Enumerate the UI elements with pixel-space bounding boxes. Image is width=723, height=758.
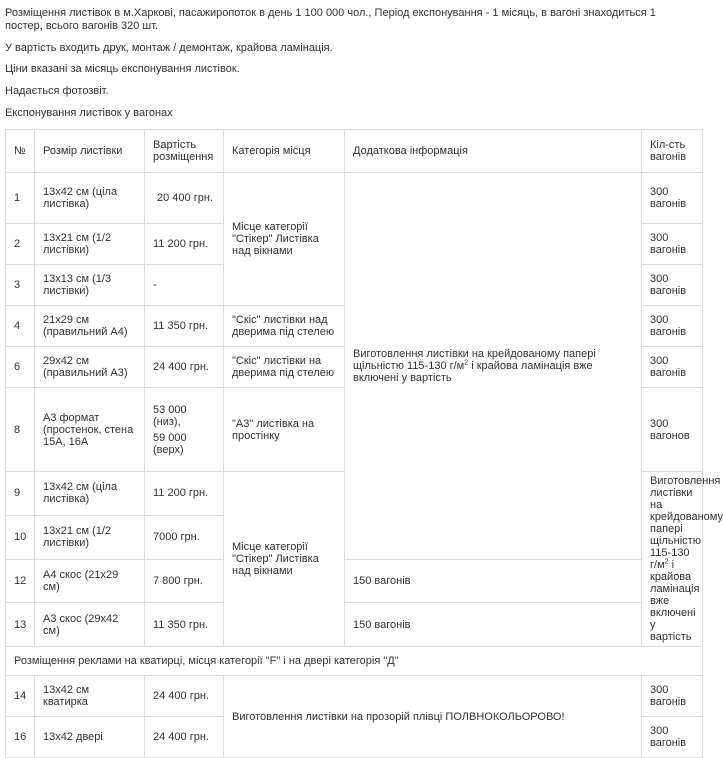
- row-num: 4: [6, 306, 35, 347]
- row-num: 9: [6, 472, 35, 516]
- row-num: 16: [6, 717, 35, 758]
- info-paper-sup: 2: [664, 558, 669, 566]
- row-category: Місце категорії "Стікер" Листівка над вікнами: [224, 472, 345, 647]
- intro-prices-note: Ціни вказані за місяць експонування листівок.: [5, 63, 240, 75]
- info-paper-sup: 2: [464, 359, 469, 367]
- section-title: Розміщення реклами на кватирці, місця категорії "F" і на двері категорія "Д": [6, 647, 703, 676]
- row-info-film: Виготовлення листівки на прозорій плівці ПОЛВНОКОЛЬОРОВО!: [224, 676, 642, 758]
- row-cost: 7 800 грн.: [145, 559, 224, 603]
- header-category: Категорія місця: [224, 130, 345, 173]
- row-size: 29х42 см (правильний А3): [35, 347, 145, 388]
- row-category: "Скіс" листівки над дверима під стелею: [224, 306, 345, 347]
- table-row: [6, 559, 703, 603]
- row-cost: 7000 грн.: [145, 515, 224, 559]
- row-count: 300 вагонів: [642, 224, 703, 265]
- info-paper-tail: і крайова ламінація вже включені у вартість: [650, 559, 700, 643]
- row-count: 300 вагонів: [642, 347, 703, 388]
- header-count: Кіл-сть вагонів: [642, 130, 703, 173]
- row-num: 3: [6, 265, 35, 306]
- row-category: Місце категорії "Стікер" Листівка над вікнами: [224, 173, 345, 306]
- info-paper-text: Виготовлення листівки на крейдованому папері щільністю 115-130 г/м: [353, 347, 596, 372]
- row-cost-bottom: 53 000 (низ),: [153, 403, 187, 428]
- row-count: 150 вагонів: [345, 559, 642, 603]
- row-size: 13х42 двері: [35, 717, 145, 758]
- row-size: 13х42 см (ціла листівка): [35, 173, 145, 224]
- intro-placement: Розміщення листівок в м.Харкові, пасажиропоток в день 1 100 000 чол., Період експонування - 1 місяць, в вагоні знаходиться 1 постер, всього вагонів 320 шт.: [5, 7, 656, 32]
- row-cost: 11 350 грн.: [145, 306, 224, 347]
- row-num: 12: [6, 559, 35, 603]
- table-row: [6, 603, 703, 647]
- header-info: Додаткова інформація: [345, 130, 642, 173]
- row-cost: 20 400 грн.: [145, 173, 224, 224]
- row-count: 300 вагонів: [642, 717, 703, 758]
- row-category: "А3" листівка на простінку: [224, 388, 345, 472]
- row-count: 300 вагонів: [642, 676, 703, 717]
- header-cost: Вартість розміщення: [145, 130, 224, 173]
- intro-photo-report: Надається фотозвіт.: [5, 85, 109, 97]
- header-num: №: [6, 130, 35, 173]
- row-count: 300 вагонів: [642, 306, 703, 347]
- row-size: 13х21 см (1/2 листівки): [35, 515, 145, 559]
- row-size: 13х13 см (1/3 листівки): [35, 265, 145, 306]
- row-num: 1: [6, 173, 35, 224]
- table-row: [6, 676, 703, 717]
- row-size: А3 скос (29х42 см): [35, 603, 145, 647]
- row-cost: 24 400 грн.: [145, 676, 224, 717]
- row-num: 2: [6, 224, 35, 265]
- table-row: [6, 173, 703, 224]
- row-num: 14: [6, 676, 35, 717]
- row-cost-top: 59 000 (верх): [153, 431, 187, 456]
- row-count: 300 вагонів: [642, 265, 703, 306]
- row-cost: 11 200 грн.: [145, 224, 224, 265]
- row-size: А3 формат (простенок, стена 15А, 16А: [35, 388, 145, 472]
- row-count: 300 вагонів: [642, 173, 703, 224]
- section-row: [6, 647, 703, 676]
- row-num: 10: [6, 515, 35, 559]
- row-count: 300 вагонов: [642, 388, 703, 472]
- info-paper-text: Виготовлення листівки на крейдованому папері щільністю 115-130 г/м: [650, 475, 723, 571]
- row-category: "Скіс" листівки на дверима під стелею: [224, 347, 345, 388]
- row-size: А4 скос (21х29 см): [35, 559, 145, 603]
- pricing-table: [5, 129, 723, 758]
- header-size: Розмір листівки: [35, 130, 145, 173]
- row-cost: [145, 388, 224, 472]
- row-cost: -: [145, 265, 224, 306]
- table-header-row: [6, 130, 703, 173]
- row-num: 8: [6, 388, 35, 472]
- row-num: 6: [6, 347, 35, 388]
- row-cost: 11 350 грн.: [145, 603, 224, 647]
- intro-table-caption: Експонування листівок у вагонах: [5, 107, 173, 119]
- row-cost: 24 400 грн.: [145, 347, 224, 388]
- row-info: [345, 173, 642, 560]
- row-cost: 11 200 грн.: [145, 472, 224, 516]
- info-paper-tail: і крайова ламінація вже включені у вартість: [353, 359, 593, 384]
- row-cost: 24 400 грн.: [145, 717, 224, 758]
- row-size: 13х42 см кватирка: [35, 676, 145, 717]
- row-size: 13х21 см (1/2 листівки): [35, 224, 145, 265]
- row-num: 13: [6, 603, 35, 647]
- row-count: 150 вагонів: [345, 603, 642, 647]
- intro-included: У вартість входить друк, монтаж / демонтаж, крайова ламінація.: [5, 42, 333, 54]
- row-info: [642, 472, 723, 647]
- row-size: 21х29 см (правильний А4): [35, 306, 145, 347]
- row-size: 13х42 см (ціла листівка): [35, 472, 145, 516]
